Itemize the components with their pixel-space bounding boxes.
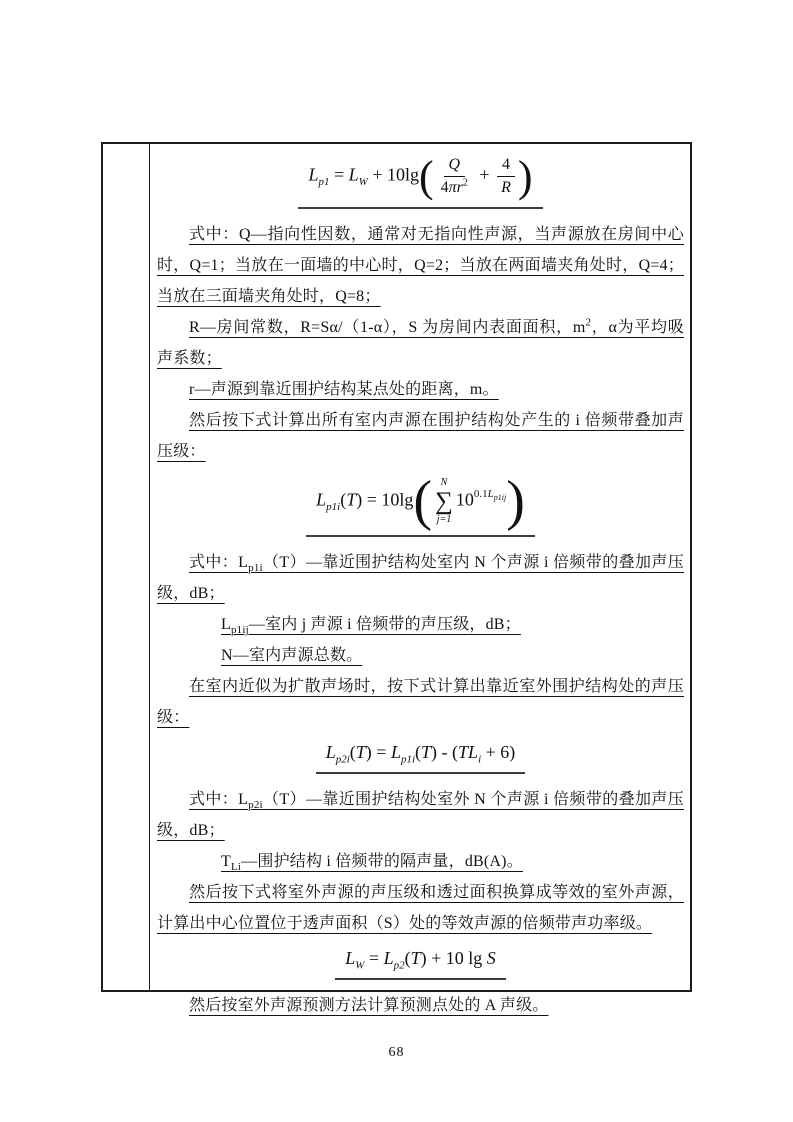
page-number: 68	[388, 1045, 405, 1060]
paragraph-diffuse-field: 在室内近似为扩散声场时，按下式计算出靠近室外围护结构处的声压级：	[157, 678, 684, 727]
content-table	[101, 142, 692, 1015]
formula-lp1i-sum: $L_{p1i}(T) = 10\lg$( N ∑ j=1 $10^{0.1L_{p1ij}}$)	[306, 473, 535, 537]
paragraph-q-directivity: 式中：Q—指向性因数，通常对无指向性声源，当声源放在房间中心时，Q=1；当放在一面墙的中心时，Q=2；当放在两面墙夹角处时，Q=4；当放在三面墙夹角处时，Q=8；	[157, 226, 684, 305]
paragraph-lp2i-definition: 式中：$L_{p2i}(T)—$靠近围护结构处室外 N 个声源 i 倍频带的叠加声压级，dB；	[157, 791, 684, 840]
paragraph-n-definition: N—室内声源总数。	[221, 647, 363, 665]
formula-lp1: $L_{p1} = L_W + 10\lg$( $\frac{Q}{4\pi r^2}$ + $\frac{4}{R}$ )	[298, 152, 542, 209]
paragraph-a-level-prediction: 然后按室外声源预测方法计算预测点处的 A 声级。	[189, 997, 549, 1015]
paragraph-lp1i-definition: 式中：$L_{p1i}(T)—$靠近围护结构处室内 N 个声源 i 倍频带的叠加声压级，dB；	[157, 554, 684, 603]
formula-lp1-row	[157, 152, 684, 209]
formula-lp2i: $L_{p2i}(T) = L_{p1i}(T) - (TL_i + 6)$	[316, 739, 526, 774]
paragraph-room-constant: R—房间常数，R=Sα/（1-α），S 为房间内表面面积，$m^2$，α为平均吸声系数；	[157, 316, 684, 367]
formula-lp2i-row	[157, 739, 684, 774]
table-left-column	[103, 144, 150, 990]
paragraph-tli-definition: $T_{Li}—$围护结构 i 倍频带的隔声量，dB(A)。	[221, 853, 523, 874]
formula-lp1i-row	[157, 470, 684, 537]
formula-lw: $L_W = L_{p2}(T) + 10$ lg S	[335, 945, 506, 980]
paragraph-intro-superposition: 然后按下式计算出所有室内声源在围护结构处产生的 i 倍频带叠加声压级：	[157, 412, 684, 460]
paragraph-equivalent-source: 然后按下式将室外声源的声压级和透过面积换算成等效的室外声源，计算出中心位置位于透声面积（S）处的等效声源的倍频带声功率级。	[157, 884, 684, 933]
paragraph-distance-r: r—声源到靠近围护结构某点处的距离，m。	[189, 381, 499, 398]
paragraph-lp1ij-definition: $L_{p1ij}—$室内 j 声源 i 倍频带的声压级，dB；	[221, 616, 521, 637]
table-main-column	[150, 144, 690, 1015]
formula-lw-row	[157, 945, 684, 980]
